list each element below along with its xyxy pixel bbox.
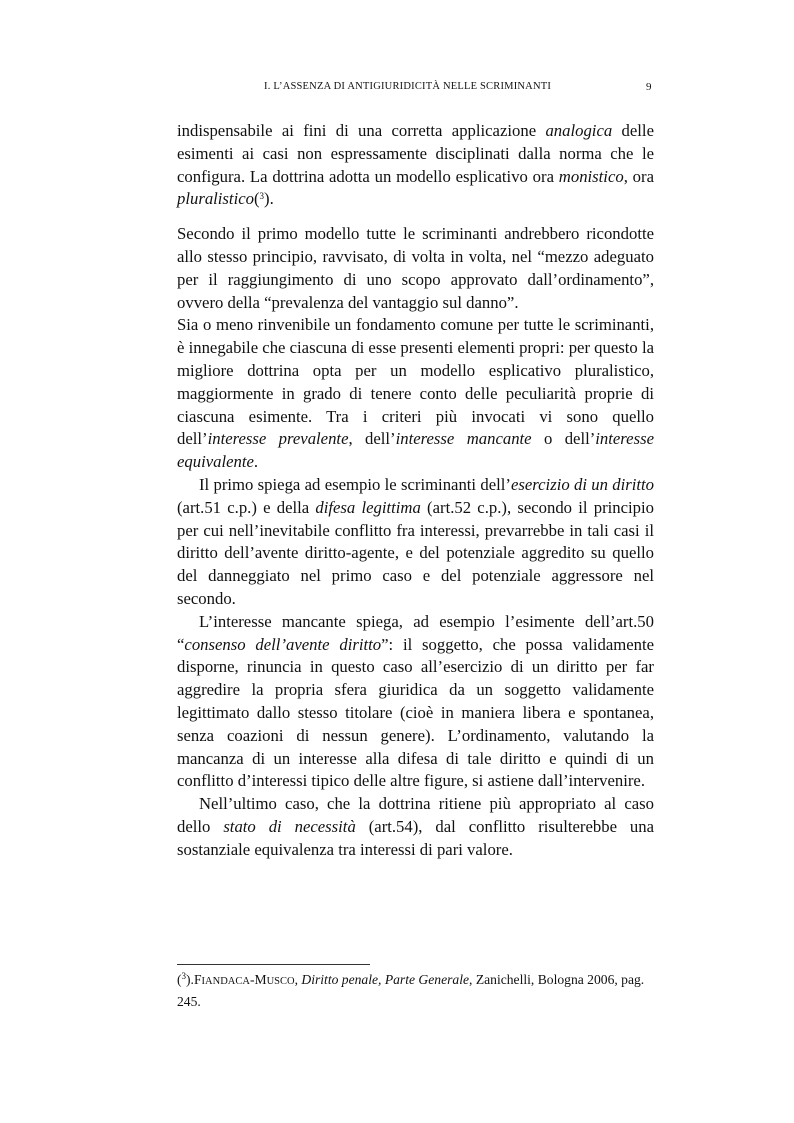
paragraph-1: indispensabile ai fini di una corretta applicazione analogica delle esimenti ai casi non espressamente disciplinati dalla norma che le configura. La dottrina adotta un modello esplicativo ora monistico, ora pluralistico($^3$). — [177, 121, 654, 209]
paragraph-6: Nell’ultimo caso, che la dottrina ritiene più appropriato al caso dello stato di necessità (art.54), dal conflitto risulterebbe una sostanziale equivalenza tra interessi di pari valore. — [177, 794, 655, 859]
page-number: 9 — [646, 81, 652, 93]
footnote: ($^3$).FIANDACA-MUSCO, Diritto penale, Parte Generale, Zanichelli, Bologna 2006, pag. 245. — [177, 971, 645, 1009]
paragraph-5: L’interesse mancante spiega, ad esempio l’esimente dell’art.50 “consenso dell’avente diritto”: il soggetto, che possa validamente disporne, rinuncia in questo caso all’esercizio di un diritto per far aggredire la propria sfera giuridica da un soggetto validamente legittimato dallo stesso titolare (cioè in maniera libera e spontanea, senza coazioni di nessun genere). L’ordinamento, valutando la mancanza di un interesse alla difesa di tale diritto e quindi di un conflitto d’interessi tipico delle altre figure, si astiene dall’intervenire. — [177, 611, 655, 791]
footnote-divider — [177, 964, 370, 965]
footnote-title: Diritto penale, Parte Generale — [301, 972, 470, 987]
footnote-authors: FIANDACA-MUSCO — [193, 972, 295, 987]
running-header — [0, 81, 794, 97]
paragraph-3: Sia o meno rinvenibile un fondamento comune per tutte le scriminanti, è innegabile che ciascuna di esse presenti elementi propri: per questo la migliore dottrina opta per un modello esplicativo pluralistico, maggiormente in grado di tenere conto delle peculiarità proprie di ciascuna esimente. Tra i criteri più invocati vi sono quello dell’interesse prevalente, dell’interesse mancante o dell’interesse equivalente. — [177, 315, 654, 472]
paragraph-2: Secondo il primo modello tutte le scriminanti andrebbero ricondotte allo stesso principio, ravvisato, di volta in volta, nel “mezzo adeguato per il raggiungimento di uno scopo approvato dall’ordinamento”, ovvero della “prevalenza del vantaggio sul danno”. — [177, 224, 654, 312]
body-text — [177, 120, 654, 862]
footnote-ref[interactable]: 3 — [259, 191, 265, 202]
paragraph-4: Il primo spiega ad esempio le scriminanti dell’esercizio di un diritto (art.51 c.p.) e della difesa legittima (art.52 c.p.), secondo il principio per cui nell’inevitabile conflitto fra interessi, prevarrebbe in tali casi il diritto dell’avente diritto-agente, e del potenziale aggredito su quello del danneggiato nel primo caso e del potenziale aggressore nel secondo. — [177, 474, 655, 608]
running-title: I. L’ASSENZA DI ANTIGIURIDICITÀ NELLE SCRIMINANTI — [264, 81, 552, 92]
